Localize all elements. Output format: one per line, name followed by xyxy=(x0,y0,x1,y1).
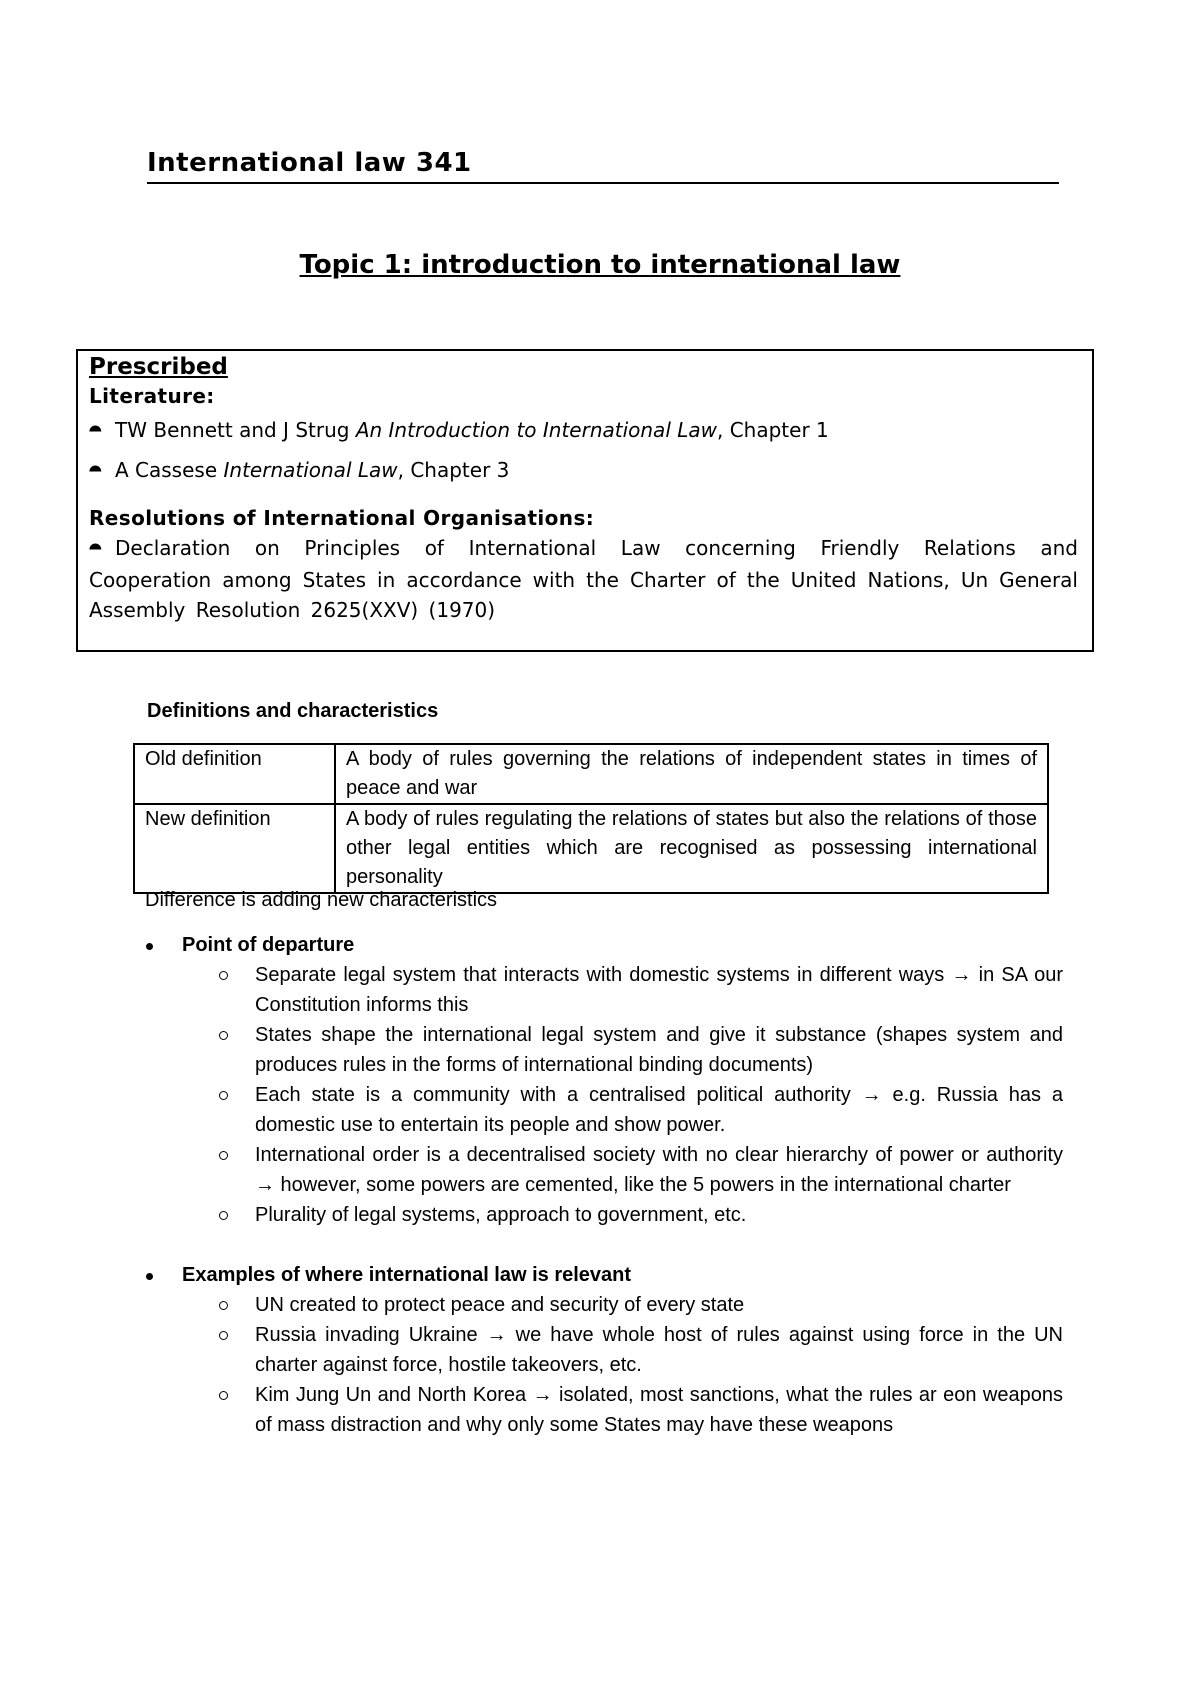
list-item: UN created to protect peace and security of every state xyxy=(255,1290,1063,1320)
prescribed-box xyxy=(76,349,1094,652)
book-bullet-icon: ⯊ xyxy=(89,540,102,559)
circle-bullet-icon xyxy=(219,971,228,980)
list-item: States shape the international legal system and give it substance (shapes system and produces rules in the forms of international binding documents) xyxy=(255,1020,1063,1080)
book-bullet-icon: ⯊ xyxy=(89,422,102,441)
circle-bullet-icon xyxy=(219,1301,228,1310)
section-examples xyxy=(143,1260,1063,1440)
circle-bullet-icon xyxy=(219,1091,228,1100)
course-title: International law 341 xyxy=(147,146,1059,184)
list-item: Kim Jung Un and North Korea → isolated, most sanctions, what the rules ar eon weapons of mass distraction and why only some States may have these weapons xyxy=(255,1380,1063,1440)
book-title: An Introduction to International Law xyxy=(355,418,717,442)
notes-sections xyxy=(0,930,1200,1440)
section-point-of-departure xyxy=(143,930,1063,1230)
book-title: International Law xyxy=(223,458,398,482)
sub-list xyxy=(143,1290,1063,1440)
list-item: Plurality of legal systems, approach to government, etc. xyxy=(255,1200,1063,1230)
list-item: Russia invading Ukraine → we have whole host of rules against using force in the UN charter against force, hostile takeovers, etc. xyxy=(255,1320,1063,1380)
definitions-heading: Definitions and characteristics xyxy=(147,700,439,722)
section-heading: Examples of where international law is relevant xyxy=(143,1260,1063,1290)
definition-text: A body of rules regulating the relations of states but also the relations of those other legal entities which are recognised as possessing international personality xyxy=(335,804,1048,893)
literature-item: ⯊ A Cassese International Law, Chapter 3 xyxy=(89,451,1078,491)
literature-item: ⯊ TW Bennett and J Strug An Introduction to International Law, Chapter 1 xyxy=(89,411,1078,451)
circle-bullet-icon xyxy=(219,1211,228,1220)
table-row xyxy=(134,744,1048,804)
bullet-icon xyxy=(146,943,153,950)
sub-list xyxy=(143,960,1063,1230)
bullet-icon xyxy=(146,1273,153,1280)
definitions-table xyxy=(133,743,1049,894)
definitions-note: Difference is adding new characteristics xyxy=(145,889,498,911)
prescribed-heading: Prescribed xyxy=(89,354,228,380)
circle-bullet-icon xyxy=(219,1391,228,1400)
circle-bullet-icon xyxy=(219,1151,228,1160)
definition-term: New definition xyxy=(134,804,335,893)
list-item: Each state is a community with a centralised political authority → e.g. Russia has a domestic use to entertain its people and show power. xyxy=(255,1080,1063,1140)
topic-title: Topic 1: introduction to international law xyxy=(299,250,901,280)
literature-heading: Literature: xyxy=(89,384,215,408)
resolutions-heading: Resolutions of International Organisations: xyxy=(89,506,595,530)
table-row xyxy=(134,804,1048,893)
circle-bullet-icon xyxy=(219,1331,228,1340)
circle-bullet-icon xyxy=(219,1031,228,1040)
section-heading: Point of departure xyxy=(143,930,1063,960)
list-item: Separate legal system that interacts with domestic systems in different ways → in SA our Constitution informs this xyxy=(255,960,1063,1020)
book-bullet-icon: ⯊ xyxy=(89,462,102,481)
resolution-item: ⯊ Declaration on Principles of International Law concerning Friendly Relations and Cooperation among States in accordance with the Charter of the United Nations, Un General Assembly Resolution 2625(XXV) (1970) xyxy=(89,536,1078,622)
definition-text: A body of rules governing the relations of independent states in times of peace and war xyxy=(335,744,1048,804)
list-item: International order is a decentralised society with no clear hierarchy of power or authority → however, some powers are cemented, like the 5 powers in the international charter xyxy=(255,1140,1063,1200)
definition-term: Old definition xyxy=(134,744,335,804)
